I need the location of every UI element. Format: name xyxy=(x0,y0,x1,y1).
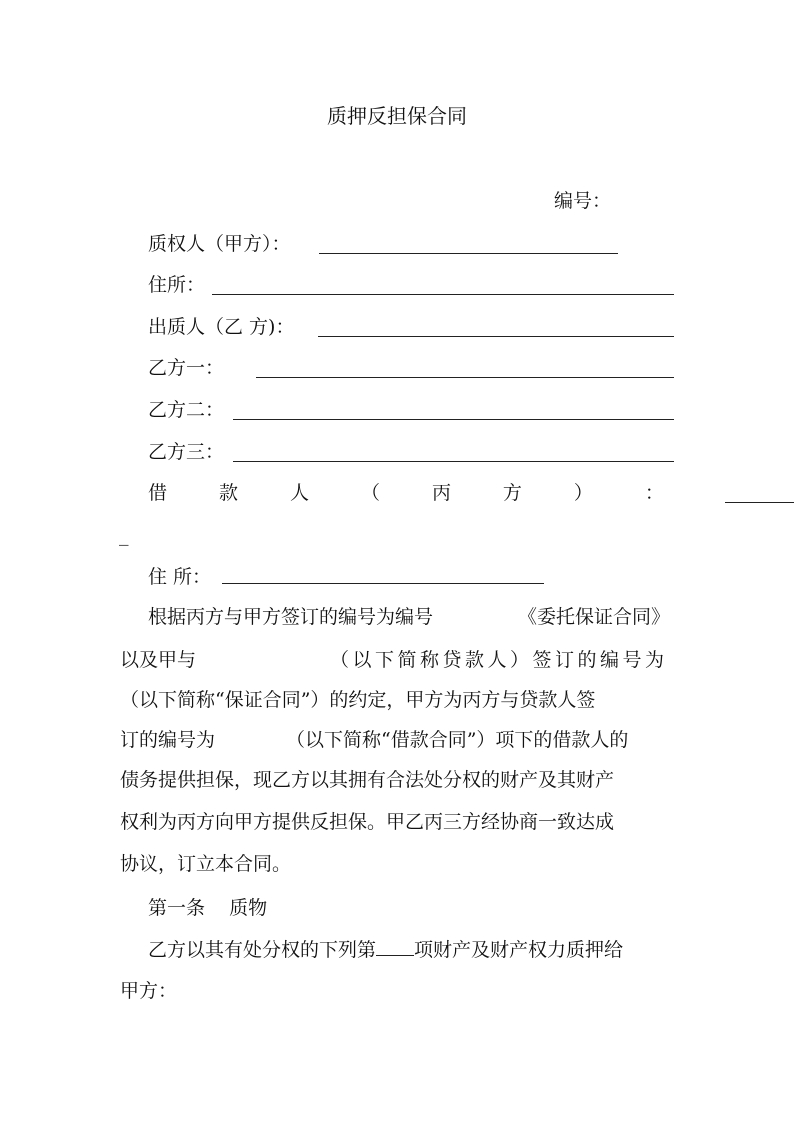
pledgor-label: 出质人（乙 方)： xyxy=(148,316,295,338)
borrower-label: 借 款 人 （ 丙 方 ） ： xyxy=(148,482,664,504)
preamble-line-2a: 以及甲与 xyxy=(120,649,197,671)
pledgee-label: 质权人（甲方）： xyxy=(148,233,291,255)
preamble-line-4a: 订的编号为 xyxy=(120,729,216,751)
article-1-text-after: 项财产及财产权力质押给 xyxy=(414,939,624,961)
borrower-address-blank[interactable] xyxy=(222,583,544,584)
preamble-line-5: 债务提供担保，现乙方以其拥有合法处分权的财产及其财产 xyxy=(120,769,615,791)
preamble-line-6: 权利为丙方向甲方提供反担保。甲乙丙三方经协商一致达成 xyxy=(120,811,615,833)
borrower-blank[interactable] xyxy=(725,502,794,503)
party-b1-blank[interactable] xyxy=(256,377,674,378)
pledgee-address-label: 住所： xyxy=(148,274,206,296)
preamble-line-3: （以下简称“保证合同”）的约定，甲方为丙方与贷款人签 xyxy=(120,689,596,711)
document-title: 质押反担保合同 xyxy=(327,104,467,128)
article-1-heading: 第一条 质物 xyxy=(148,897,268,919)
preamble-line-1a: 根据丙方与甲方签订的编号为编号 xyxy=(148,606,434,628)
item-number-blank[interactable] xyxy=(376,937,414,956)
borrower-address-label: 住 所： xyxy=(148,566,212,588)
borrower-blank-wrap: _ xyxy=(119,524,129,546)
preamble-line-4b: （以下简称“借款合同”）项下的借款人的 xyxy=(286,729,629,751)
party-b2-label: 乙方二： xyxy=(148,399,225,421)
pledgee-blank[interactable] xyxy=(319,253,618,254)
preamble-line-2b: （以下简称贷款人）签订的编号为 xyxy=(330,649,668,671)
pledgor-blank[interactable] xyxy=(318,336,674,337)
party-b3-blank[interactable] xyxy=(233,461,674,462)
pledgee-address-blank[interactable] xyxy=(212,294,674,295)
preamble-line-1b: 《委托保证合同》 xyxy=(518,606,671,628)
preamble-line-7: 协议，订立本合同。 xyxy=(120,853,292,875)
contract-number-label: 编号： xyxy=(554,190,612,212)
party-b3-label: 乙方三： xyxy=(148,441,225,463)
party-b1-label: 乙方一： xyxy=(148,357,225,379)
article-1-text-before: 乙方以其有处分权的下列第 xyxy=(148,939,377,961)
party-b2-blank[interactable] xyxy=(233,419,674,420)
article-1-continuation: 甲方： xyxy=(120,980,178,1002)
article-1-text xyxy=(148,937,623,962)
